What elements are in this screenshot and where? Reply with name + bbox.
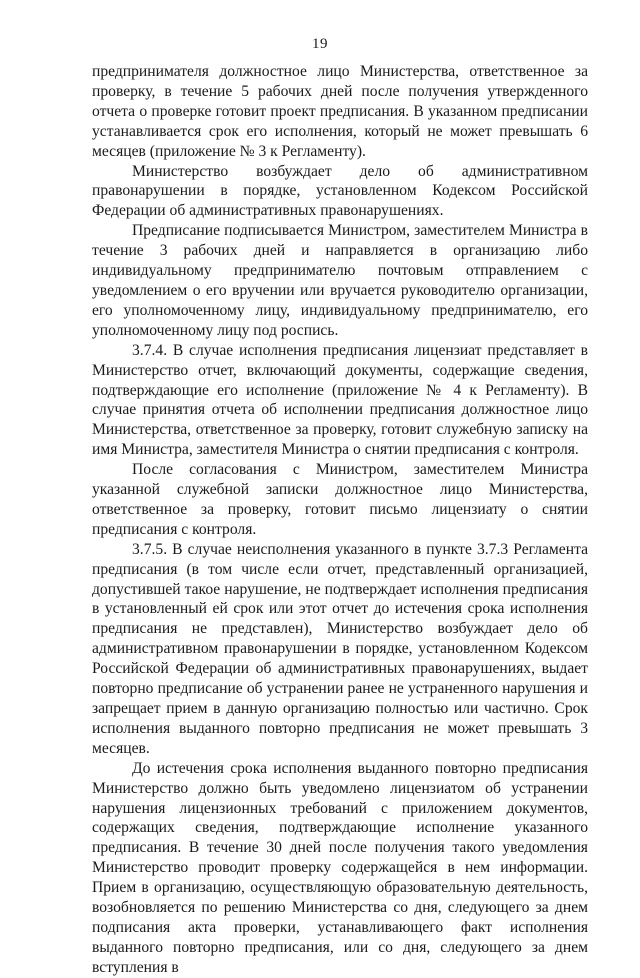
paragraph-2: Министерство возбуждает дело об административном правонарушении в порядке, установленном Кодексом Российской Федерации об административных правонарушениях. [92, 162, 588, 220]
body-text [92, 62, 588, 978]
page-number: 19 [312, 36, 328, 52]
paragraph-5: После согласования с Министром, заместителем Министра указанной служебной записки должностное лицо Министерства, ответственное за проверку, готовит письмо лицензиату о снятии предписания с контроля. [92, 461, 588, 538]
paragraph-3: Предписание подписывается Министром, заместителем Министра в течение 3 рабочих дней и направляется в организацию либо индивидуальному предпринимателю почтовым отправлением с уведомлением о его вручении или вручается руководителю организации, его уполномоченному лицу, индивидуальному предпринимателю, его уполномоченному лицу под роспись. [92, 222, 588, 339]
paragraph-7: До истечения срока исполнения выданного повторно предписания Министерство должно быть уведомлено лицензиатом об устранении нарушения лицензионных требований с приложением документов, содержащих сведения, подтверждающие исполнение указанного предписания. В течение 30 дней после получения такого уведомления Министерство проводит проверку содержащейся в нем информации. Прием в организацию, осуществляющую образовательную деятельность, возобновляется по решению Министерства со дня, следующего за днем подписания акта проверки, устанавливающего факт исполнения выданного повторно предписания, или со дня, следующего за днем вступления в [92, 759, 588, 976]
paragraph-3-7-5: 3.7.5. В случае неисполнения указанного в пункте 3.7.3 Регламента предписания (в том числе если отчет, представленный организацией, допустившей такое нарушение, не подтверждает исполнения предписания в установленный ей срок или этот отчет до истечения срока исполнения предписания не представлен), Министерство возбуждает дело об административном правонарушении в порядке, установленном Кодексом Российской Федерации об административных правонарушениях, выдает повторно предписание об устранении ранее не устраненного нарушения и запрещает прием в данную организацию полностью или частично. Срок исполнения выданного повторно предписания не может превышать 3 месяцев. [92, 540, 588, 757]
paragraph-3-7-4: 3.7.4. В случае исполнения предписания лицензиат представляет в Министерство отчет, включающий документы, содержащие сведения, подтверждающие его исполнение (приложение № 4 к Регламенту). В случае принятия отчета об исполнении предписания должностное лицо Министерства, ответственное за проверку, готовит служебную записку на имя Министра, заместителя Министра о снятии предписания с контроля. [92, 341, 588, 459]
paragraph-1: предпринимателя должностное лицо Министерства, ответственное за проверку, в течение 5 рабочих дней после получения утвержденного отчета о проверке готовит проект предписания. В указанном предписании устанавливается срок его исполнения, который не может превышать 6 месяцев (приложение № 3 к Регламенту). [92, 63, 588, 160]
